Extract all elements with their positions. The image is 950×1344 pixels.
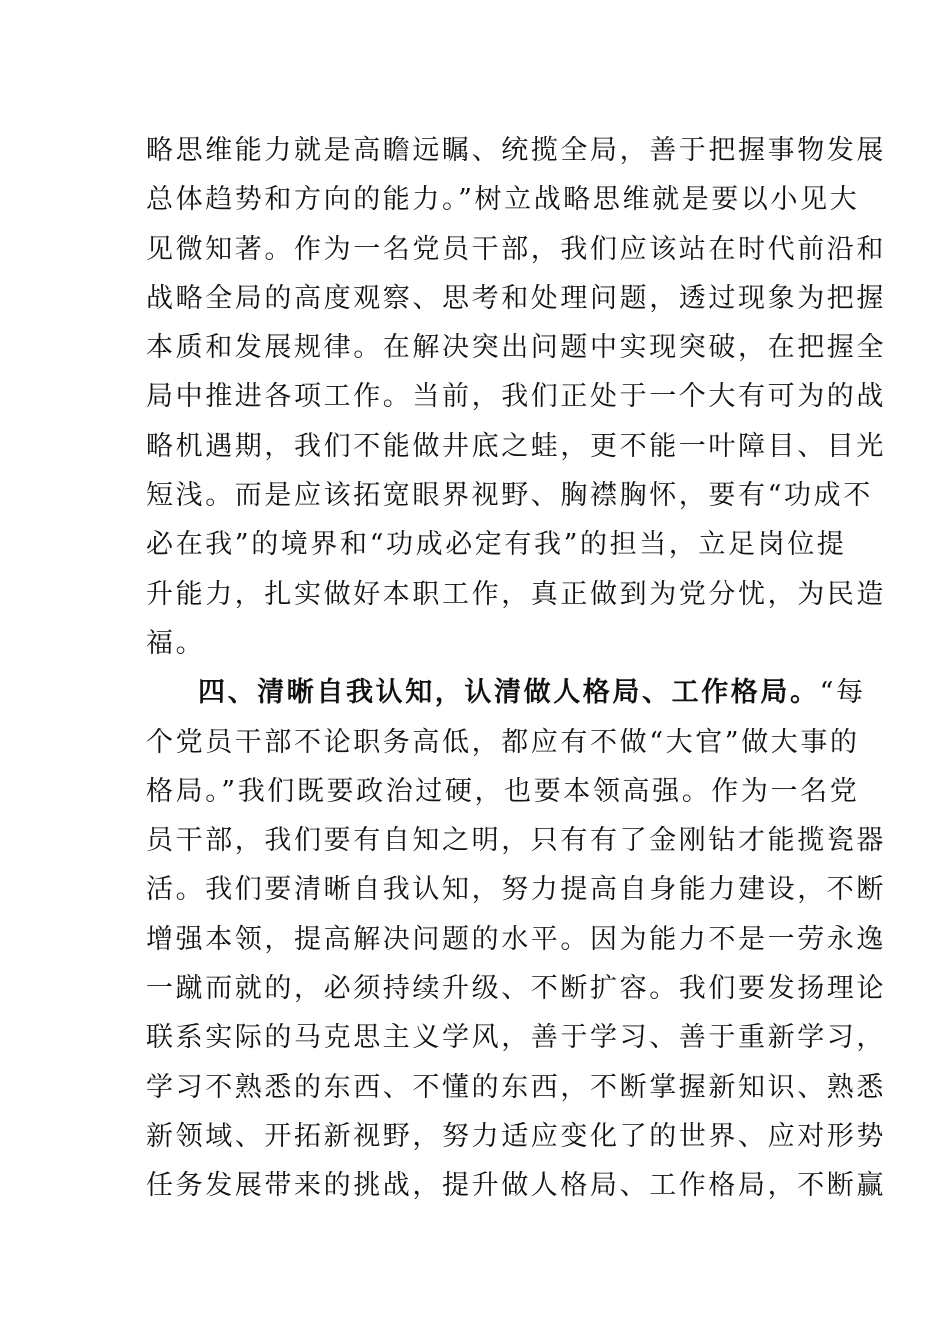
paragraph-line: 增强本领，提高解决问题的水平。因为能力不是一劳永逸 [146, 923, 886, 955]
paragraph-line: 见微知著。作为一名党员干部，我们应该站在时代前沿和 [146, 233, 886, 265]
paragraph-line: 格局。”我们既要政治过硬，也要本领高强。作为一名党 [146, 775, 860, 807]
paragraph-line: 新领域、开拓新视野，努力适应变化了的世界、应对形势 [146, 1120, 886, 1152]
paragraph-line: 联系实际的马克思主义学风，善于学习、善于重新学习， [146, 1022, 886, 1054]
paragraph-first-line [146, 668, 866, 717]
paragraph-line: 个党员干部不论职务高低，都应有不做“大官”做大事的 [146, 726, 860, 758]
paragraph-line: 略思维能力就是高瞻远瞩、统揽全局，善于把握事物发展 [146, 135, 886, 166]
document-body [146, 126, 886, 1211]
paragraph-line: 员干部，我们要有自知之明，只有有了金刚钻才能揽瓷器 [146, 825, 886, 857]
paragraph-strategic-thinking [146, 126, 886, 668]
section-heading: 四、清晰自我认知，认清做人格局、工作格局。 [198, 677, 820, 709]
paragraph-self-awareness [146, 668, 886, 1210]
paragraph-line: 一蹴而就的，必须持续升级、不断扩容。我们要发扬理论 [146, 973, 886, 1005]
paragraph-line: 短浅。而是应该拓宽眼界视野、胸襟胸怀，要有“功成不 [146, 480, 873, 512]
paragraph-line: 总体趋势和方向的能力。”树立战略思维就是要以小见大 [146, 184, 860, 216]
paragraph-line: 升能力，扎实做好本职工作，真正做到为党分忧，为民造 [146, 578, 886, 610]
paragraph-line: 战略全局的高度观察、思考和处理问题，透过现象为把握 [146, 282, 886, 314]
paragraph-line: 必在我”的境界和“功成必定有我”的担当，立足岗位提 [146, 529, 847, 561]
paragraph-line: 本质和发展规律。在解决突出问题中实现突破，在把握全 [146, 332, 886, 364]
paragraph-line: 活。我们要清晰自我认知，努力提高自身能力建设，不断 [146, 874, 886, 906]
paragraph-line: 福。 [146, 627, 206, 659]
paragraph-line: 任务发展带来的挑战，提升做人格局、工作格局，不断赢 [146, 1170, 886, 1202]
paragraph-line: 局中推进各项工作。当前，我们正处于一个大有可为的战 [146, 381, 886, 413]
paragraph-text: “每 [819, 677, 866, 709]
paragraph-line: 学习不熟悉的东西、不懂的东西，不断掌握新知识、熟悉 [146, 1071, 886, 1103]
paragraph-line: 略机遇期，我们不能做井底之蛙，更不能一叶障目、目光 [146, 430, 886, 462]
